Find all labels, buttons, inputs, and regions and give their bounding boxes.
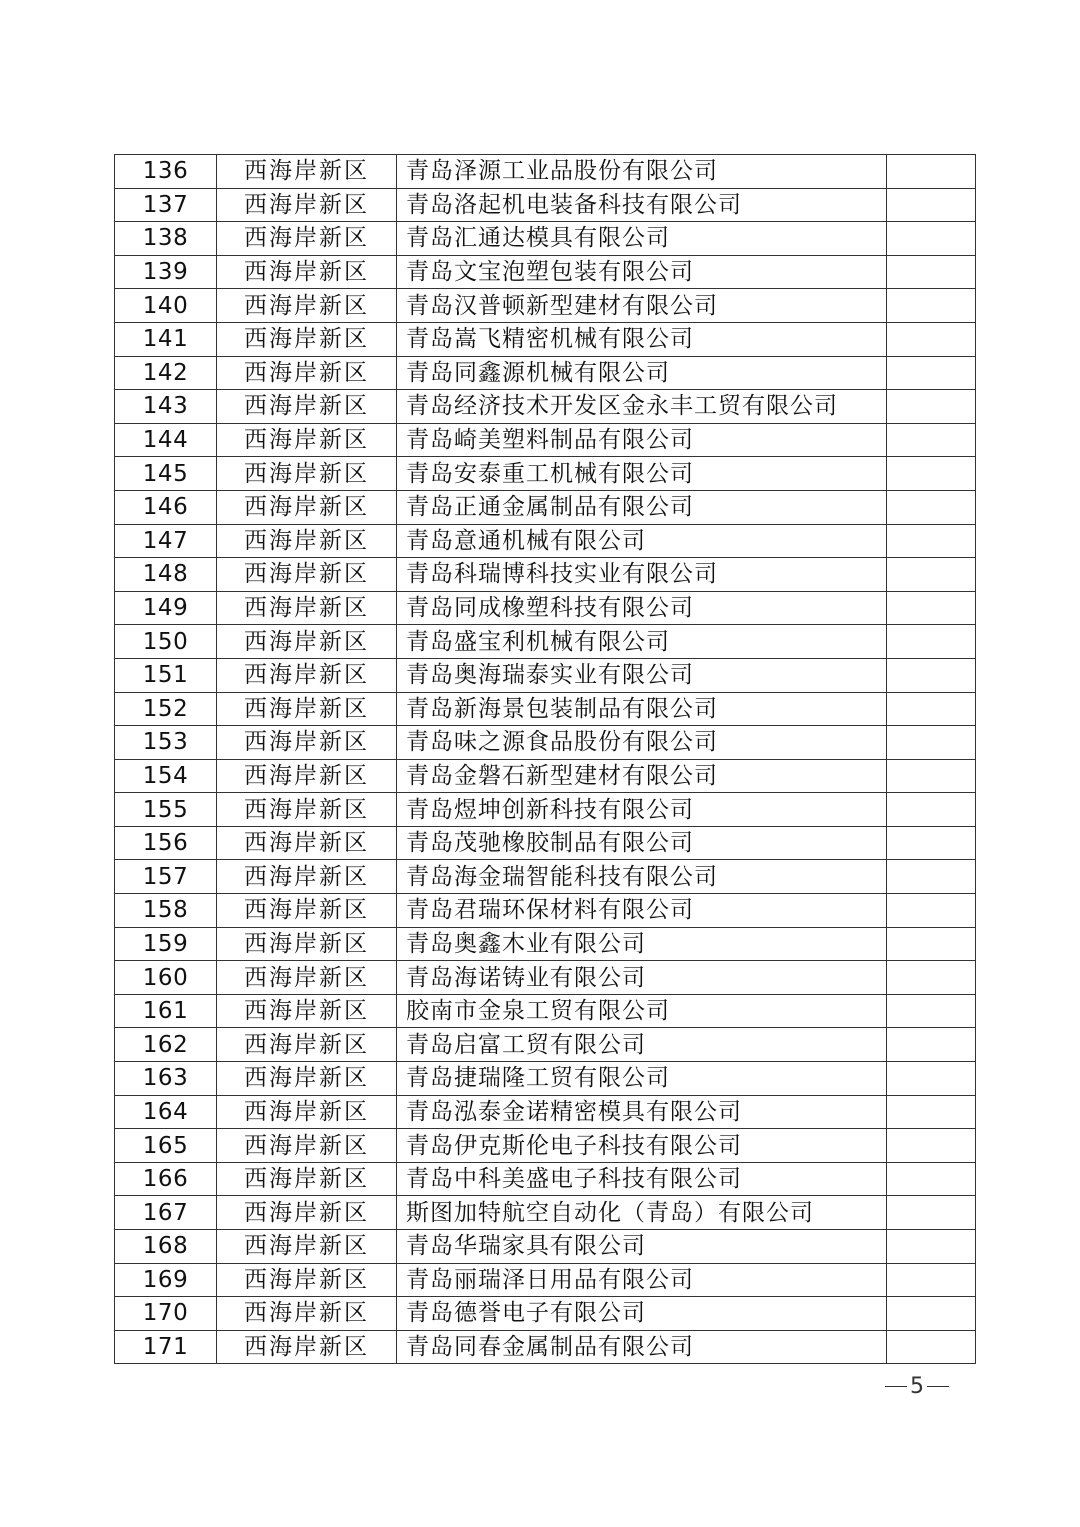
note-cell [887,860,976,894]
note-cell [887,322,976,356]
row-number-cell: 168 [115,1230,217,1264]
row-number-cell: 170 [115,1297,217,1331]
company-name-cell: 青岛文宝泡塑包装有限公司 [397,255,887,289]
table-row [115,726,976,760]
region-cell: 西海岸新区 [217,759,397,793]
table-row [115,356,976,390]
note-cell [887,726,976,760]
table-row [115,1230,976,1264]
row-number-cell: 164 [115,1095,217,1129]
note-cell [887,591,976,625]
row-number-cell: 153 [115,726,217,760]
region-cell: 西海岸新区 [217,726,397,760]
note-cell [887,524,976,558]
table-row [115,188,976,222]
region-cell: 西海岸新区 [217,961,397,995]
region-cell: 西海岸新区 [217,1028,397,1062]
region-cell: 西海岸新区 [217,558,397,592]
note-cell [887,658,976,692]
company-name-cell: 青岛丽瑞泽日用品有限公司 [397,1263,887,1297]
company-name-cell: 青岛君瑞环保材料有限公司 [397,894,887,928]
company-name-cell: 青岛正通金属制品有限公司 [397,490,887,524]
table-row [115,692,976,726]
row-number-cell: 142 [115,356,217,390]
row-number-cell: 136 [115,155,217,189]
region-cell: 西海岸新区 [217,1230,397,1264]
region-cell: 西海岸新区 [217,927,397,961]
company-name-cell: 青岛中科美盛电子科技有限公司 [397,1162,887,1196]
company-name-cell: 青岛捷瑞隆工贸有限公司 [397,1062,887,1096]
company-name-cell: 斯图加特航空自动化（青岛）有限公司 [397,1196,887,1230]
region-cell: 西海岸新区 [217,692,397,726]
region-cell: 西海岸新区 [217,490,397,524]
company-name-cell: 青岛科瑞博科技实业有限公司 [397,558,887,592]
note-cell [887,289,976,323]
region-cell: 西海岸新区 [217,826,397,860]
row-number-cell: 146 [115,490,217,524]
region-cell: 西海岸新区 [217,222,397,256]
company-name-cell: 青岛安泰重工机械有限公司 [397,457,887,491]
table-row [115,591,976,625]
table-row [115,1330,976,1364]
table-row [115,961,976,995]
row-number-cell: 150 [115,625,217,659]
table-row [115,155,976,189]
company-name-cell: 青岛金磐石新型建材有限公司 [397,759,887,793]
row-number-cell: 160 [115,961,217,995]
table-row [115,1028,976,1062]
table-row [115,1162,976,1196]
company-name-cell: 青岛伊克斯伦电子科技有限公司 [397,1129,887,1163]
row-number-cell: 157 [115,860,217,894]
table-row [115,390,976,424]
company-list-table [114,154,976,1364]
row-number-cell: 171 [115,1330,217,1364]
row-number-cell: 159 [115,927,217,961]
note-cell [887,927,976,961]
table-row [115,826,976,860]
table-row [115,1297,976,1331]
note-cell [887,961,976,995]
row-number-cell: 155 [115,793,217,827]
region-cell: 西海岸新区 [217,255,397,289]
company-name-cell: 青岛茂驰橡胶制品有限公司 [397,826,887,860]
company-name-cell: 青岛崎美塑料制品有限公司 [397,423,887,457]
note-cell [887,188,976,222]
table-row [115,524,976,558]
row-number-cell: 169 [115,1263,217,1297]
note-cell [887,390,976,424]
region-cell: 西海岸新区 [217,1162,397,1196]
region-cell: 西海岸新区 [217,994,397,1028]
note-cell [887,826,976,860]
company-name-cell: 青岛盛宝利机械有限公司 [397,625,887,659]
note-cell [887,759,976,793]
row-number-cell: 138 [115,222,217,256]
row-number-cell: 137 [115,188,217,222]
region-cell: 西海岸新区 [217,1297,397,1331]
row-number-cell: 162 [115,1028,217,1062]
note-cell [887,994,976,1028]
company-name-cell: 青岛经济技术开发区金永丰工贸有限公司 [397,390,887,424]
note-cell [887,1263,976,1297]
row-number-cell: 145 [115,457,217,491]
note-cell [887,692,976,726]
table-row [115,894,976,928]
row-number-cell: 141 [115,322,217,356]
company-name-cell: 青岛汉普顿新型建材有限公司 [397,289,887,323]
row-number-cell: 165 [115,1129,217,1163]
note-cell [887,1330,976,1364]
region-cell: 西海岸新区 [217,390,397,424]
region-cell: 西海岸新区 [217,793,397,827]
table-row [115,1095,976,1129]
row-number-cell: 147 [115,524,217,558]
row-number-cell: 161 [115,994,217,1028]
note-cell [887,490,976,524]
note-cell [887,1028,976,1062]
table-row [115,1062,976,1096]
row-number-cell: 149 [115,591,217,625]
company-name-cell: 青岛泓泰金诺精密模具有限公司 [397,1095,887,1129]
company-name-cell: 青岛奥海瑞泰实业有限公司 [397,658,887,692]
row-number-cell: 167 [115,1196,217,1230]
table-row [115,457,976,491]
company-name-cell: 青岛煜坤创新科技有限公司 [397,793,887,827]
region-cell: 西海岸新区 [217,1095,397,1129]
row-number-cell: 148 [115,558,217,592]
region-cell: 西海岸新区 [217,860,397,894]
note-cell [887,1230,976,1264]
region-cell: 西海岸新区 [217,1330,397,1364]
page-number-dash-left [885,1386,907,1387]
region-cell: 西海岸新区 [217,524,397,558]
table-row [115,1129,976,1163]
row-number-cell: 166 [115,1162,217,1196]
note-cell [887,558,976,592]
note-cell [887,1196,976,1230]
note-cell [887,1297,976,1331]
page-number-dash-right [927,1386,949,1387]
table-row [115,423,976,457]
note-cell [887,457,976,491]
note-cell [887,793,976,827]
company-name-cell: 青岛新海景包装制品有限公司 [397,692,887,726]
table-row [115,658,976,692]
note-cell [887,155,976,189]
table-row [115,759,976,793]
row-number-cell: 152 [115,692,217,726]
table-row [115,322,976,356]
company-name-cell: 青岛同春金属制品有限公司 [397,1330,887,1364]
table-row [115,490,976,524]
region-cell: 西海岸新区 [217,289,397,323]
table-body [115,155,976,1364]
company-name-cell: 胶南市金泉工贸有限公司 [397,994,887,1028]
row-number-cell: 151 [115,658,217,692]
note-cell [887,894,976,928]
region-cell: 西海岸新区 [217,1129,397,1163]
region-cell: 西海岸新区 [217,1196,397,1230]
table-row [115,1263,976,1297]
company-name-cell: 青岛启富工贸有限公司 [397,1028,887,1062]
page-number [880,1374,954,1399]
region-cell: 西海岸新区 [217,894,397,928]
region-cell: 西海岸新区 [217,188,397,222]
table-row [115,222,976,256]
row-number-cell: 140 [115,289,217,323]
note-cell [887,222,976,256]
region-cell: 西海岸新区 [217,322,397,356]
company-name-cell: 青岛洛起机电装备科技有限公司 [397,188,887,222]
table-row [115,1196,976,1230]
table-row [115,289,976,323]
note-cell [887,1062,976,1096]
region-cell: 西海岸新区 [217,457,397,491]
company-name-cell: 青岛奥鑫木业有限公司 [397,927,887,961]
row-number-cell: 154 [115,759,217,793]
row-number-cell: 163 [115,1062,217,1096]
company-name-cell: 青岛味之源食品股份有限公司 [397,726,887,760]
company-name-cell: 青岛海诺铸业有限公司 [397,961,887,995]
note-cell [887,356,976,390]
company-name-cell: 青岛同鑫源机械有限公司 [397,356,887,390]
region-cell: 西海岸新区 [217,423,397,457]
company-name-cell: 青岛意通机械有限公司 [397,524,887,558]
note-cell [887,625,976,659]
region-cell: 西海岸新区 [217,155,397,189]
company-name-cell: 青岛汇通达模具有限公司 [397,222,887,256]
region-cell: 西海岸新区 [217,625,397,659]
table-row [115,255,976,289]
table-row [115,793,976,827]
note-cell [887,1095,976,1129]
company-name-cell: 青岛德誉电子有限公司 [397,1297,887,1331]
note-cell [887,423,976,457]
note-cell [887,1162,976,1196]
region-cell: 西海岸新区 [217,591,397,625]
company-name-cell: 青岛海金瑞智能科技有限公司 [397,860,887,894]
table-row [115,927,976,961]
row-number-cell: 139 [115,255,217,289]
table-row [115,625,976,659]
table-row [115,860,976,894]
company-name-cell: 青岛华瑞家具有限公司 [397,1230,887,1264]
row-number-cell: 143 [115,390,217,424]
company-name-cell: 青岛同成橡塑科技有限公司 [397,591,887,625]
table-row [115,558,976,592]
region-cell: 西海岸新区 [217,1263,397,1297]
table-row [115,994,976,1028]
row-number-cell: 158 [115,894,217,928]
page-number-value: 5 [910,1374,924,1399]
note-cell [887,1129,976,1163]
row-number-cell: 144 [115,423,217,457]
region-cell: 西海岸新区 [217,356,397,390]
note-cell [887,255,976,289]
region-cell: 西海岸新区 [217,1062,397,1096]
row-number-cell: 156 [115,826,217,860]
company-name-cell: 青岛嵩飞精密机械有限公司 [397,322,887,356]
region-cell: 西海岸新区 [217,658,397,692]
company-name-cell: 青岛泽源工业品股份有限公司 [397,155,887,189]
